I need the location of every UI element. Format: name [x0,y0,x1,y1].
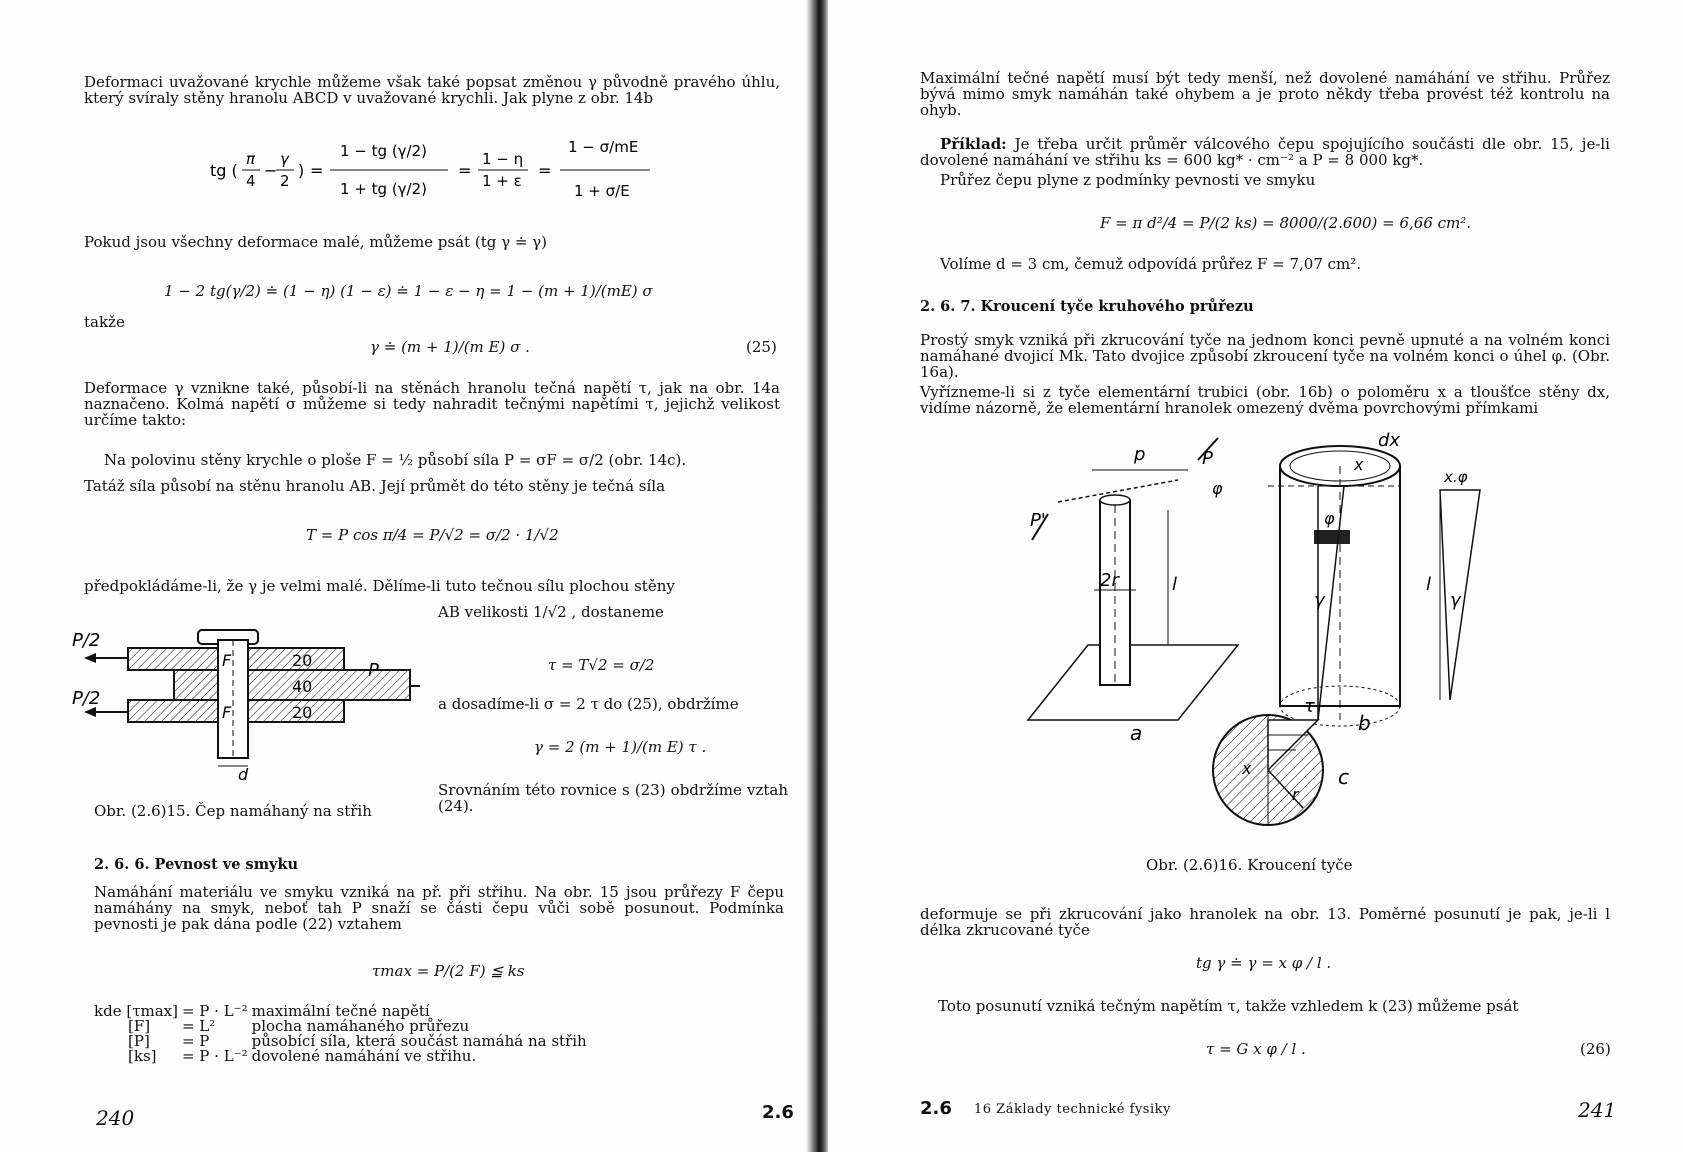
equation-9: tg γ ≐ γ = x φ / l . [1196,954,1332,972]
svg-text:=: = [538,161,552,180]
figure-16-caption: Obr. (2.6)16. Kroucení tyče [1146,856,1353,874]
fig16-label-p: p [1134,444,1146,465]
text-ab-size: AB velikosti 1/√2 , dostaneme [438,603,664,621]
def-symbol: [P] [128,1032,150,1050]
fig15-label-p-half-top: P/2 [72,630,101,651]
svg-text:4: 4 [246,172,256,190]
paragraph-small-deformations: Pokud jsou všechny deformace malé, můžeme psát (tg γ ≐ γ) [84,233,547,251]
fig16-label-phi-tube: φ [1324,509,1335,528]
paragraph-cut-tube: Vyřízneme-li si z tyče elementární trubici (obr. 16b) o poloměru x a tloušťce stěny dx, vidíme názorně, že elementární hranolek omezený dvěma povrchovými přímkami [920,383,1610,417]
svg-text:1 − η: 1 − η [482,150,524,168]
def-dimension: = P · L⁻² [181,1047,248,1065]
fig15-label-p-half-bottom: P/2 [72,688,101,709]
equation-10: τ = G x φ / l . [1206,1040,1306,1058]
def-description: plocha namáhaného průřezu [251,1017,470,1035]
svg-text:γ: γ [280,150,289,168]
svg-text:1 − σ/mE: 1 − σ/mE [568,138,639,156]
section-heading-2-6-7: 2. 6. 7. Kroucení tyče kruhového průřezu [920,298,1254,315]
equation-7: τmax = P/(2 F) ≦ ks [372,962,525,980]
svg-text:π: π [246,150,256,168]
equation-5: τ = T√2 = σ/2 [548,656,655,674]
paragraph-max-stress: Maximální tečné napětí musí být tedy menší, než dovolené namáhání ve střihu. Průřez bývá mimo smyk namáhán také ohybem a je proto někdy třeba provést též kontrolu na ohyb. [920,69,1610,119]
def-symbol: [ks] [128,1047,157,1065]
svg-text:=: = [310,161,324,180]
equation-6: γ = 2 (m + 1)/(m E) τ . [534,738,707,756]
svg-text:1 − tg (γ/2): 1 − tg (γ/2) [340,142,427,160]
fig16-label-x-section: x [1242,759,1252,778]
equation-8: F = π d²/4 = P/(2 ks) = 8000/(2.600) = 6,66 cm². [1100,214,1472,232]
fig16-label-r: r [1292,785,1299,804]
paragraph-shear-strength: Namáhání materiálu ve smyku vzniká na př. při střihu. Na obr. 15 jsou průřezy F čepu namáhány na smyk, neboť tah P snaží se části čepu vůči sobě posunout. Podmínka pevnosti je pak dána podle (22) vztahem [94,883,784,933]
paragraph-half-wall: Na polovinu stěny krychle o ploše F = ½ působí síla P = σF = σ/2 (obr. 14c). [104,451,687,469]
svg-text:1 + tg (γ/2): 1 + tg (γ/2) [340,180,427,198]
paragraph-choose-d: Volíme d = 3 cm, čemuž odpovídá průřez F = 7,07 cm². [940,255,1362,273]
fig16-label-b: b [1358,711,1371,735]
text-comparison: Srovnáním této rovnice s (23) obdržíme vztah (24). [438,781,788,815]
fig16b-element [1314,530,1350,544]
svg-text:1 + σ/E: 1 + σ/E [574,182,630,200]
fig16-label-phi-rod: φ [1212,479,1223,498]
fig16a-base-plane [1028,645,1238,720]
fig15-label-20-bottom: 20 [292,703,313,722]
svg-text:−: − [264,161,278,180]
paragraph-example [920,136,1610,168]
svg-text:): ) [298,161,305,180]
section-tab-left: 2.6 [762,1102,794,1123]
fig16-label-2r: 2r [1100,570,1119,591]
def-description: dovolené namáhání ve střihu. [251,1047,477,1065]
figure-15 [70,626,420,796]
fig16a-rod [1100,500,1130,685]
example-label: Příklad: [940,135,1007,153]
def-symbol: [F] [128,1017,151,1035]
page-number-right: 241 [1578,1098,1617,1122]
fig15-label-d: d [238,765,249,784]
equation-4: T = P cos π/4 = P/√2 = σ/2 · 1/√2 [306,526,559,544]
paragraph-deforms: deformuje se při zkrucování jako hranolek na obr. 13. Poměrné posunutí je pak, je-li l délka zkrucované tyče [920,905,1610,939]
fig16-label-a: a [1130,721,1143,745]
fig16-label-l-rod: l [1172,574,1178,595]
figure-15-drawing [70,626,420,796]
svg-text:1 + ε: 1 + ε [482,172,522,190]
right-page [828,0,1683,1152]
equation-25-number: (25) [746,338,777,356]
fig15-label-40: 40 [292,677,313,696]
equation-3: γ ≐ (m + 1)/(m E) σ . [370,338,530,356]
fig15-label-f-bottom: F [222,703,232,722]
definitions-table [94,1004,591,1064]
page-number-left: 240 [96,1106,135,1130]
fig16-label-x-phi: x.φ [1444,468,1468,486]
paragraph-intro: Deformaci uvažované krychle můžeme však také popsat změnou γ původně pravého úhlu, který svíraly stěny hranolu ABCD v uvažované krychli. Jak plyne z obr. 14b [84,73,780,107]
definitions-row [94,1049,591,1064]
figure-16 [1018,430,1578,840]
def-dimension: = L² [181,1017,216,1035]
svg-text:=: = [458,161,472,180]
equation-1-graphic [210,126,680,216]
paragraph-assume: předpokládáme-li, že γ je velmi malé. Dělíme-li tuto tečnou sílu plochou stěny [84,577,675,595]
fig16-label-gamma-tube: γ [1314,590,1325,611]
def-dimension: = P [181,1032,210,1050]
def-dimension: = P · L⁻² [181,1002,248,1020]
book-spine [806,0,830,1152]
def-description: maximální tečné napětí [251,1002,430,1020]
fig16-label-x: x [1354,455,1364,474]
equation-1 [210,126,680,216]
fig16-label-P: P [1202,448,1213,469]
paragraph-same-force: Tatáž síla působí na stěnu hranolu AB. Její průmět do této stěny je tečná síla [84,477,666,495]
paragraph-displacement: Toto posunutí vzniká tečným napětím τ, takže vzhledem k (23) můžeme psát [938,997,1519,1015]
paragraph-cross-section: Průřez čepu plyne z podmínky pevnosti ve smyku [940,171,1316,189]
section-heading-2-6-6: 2. 6. 6. Pevnost ve smyku [94,856,299,873]
word-takze: takže [84,313,125,331]
section-tab-right: 2.6 [920,1098,952,1119]
text-substitute: a dosadíme-li σ = 2 τ do (25), obdržíme [438,695,739,713]
figure-16-drawing [1018,430,1578,840]
fig16-label-dx: dx [1378,430,1401,451]
svg-text:tg (: tg ( [210,161,238,180]
fig16-label-P-prime: P' [1030,510,1046,531]
equation-2: 1 − 2 tg(γ/2) ≐ (1 − η) (1 − ε) ≐ 1 − ε − η = 1 − (m + 1)/(mE) σ [164,282,653,300]
fig16-label-gamma-triangle: γ [1450,590,1461,611]
figure-15-caption: Obr. (2.6)15. Čep namáhaný na střih [94,802,372,820]
left-page [0,0,812,1152]
fig16-label-c: c [1338,765,1349,789]
example-text: Je třeba určit průměr válcového čepu spojujícího součásti dle obr. 15, je-li dovolené namáhání ve střihu ks = 600 kg* · cm⁻² a P = 8 000 kg*. [920,135,1610,169]
def-symbol: kde [τmax] [94,1002,178,1020]
svg-text:2: 2 [280,172,290,190]
def-description: působící síla, která součást namáhá na střih [251,1032,587,1050]
fig15-label-p: P [368,660,379,681]
equation-26-number: (26) [1580,1040,1611,1058]
fig16-label-tau: τ [1304,696,1315,717]
paragraph-pure-shear: Prostý smyk vzniká při zkrucování tyče na jednom konci pevně upnuté a na volném konci namáhané dvojicí Mk. Tato dvojice způsobí zkroucení tyče na volném konci o úhel φ. (Obr. 16a). [920,331,1610,381]
fig15-label-f-top: F [222,651,232,670]
fig15-label-20-top: 20 [292,651,313,670]
footer-book-title: 16 Základy technické fysiky [974,1102,1171,1117]
paragraph-deformation-tau: Deformace γ vznikne také, působí-li na stěnách hranolu tečná napětí τ, jak na obr. 14a naznačeno. Kolmá napětí σ můžeme si tedy nahradit tečnými napětími τ, jejichž velikost určíme takto: [84,379,780,429]
fig16-label-l-triangle: l [1426,574,1432,595]
